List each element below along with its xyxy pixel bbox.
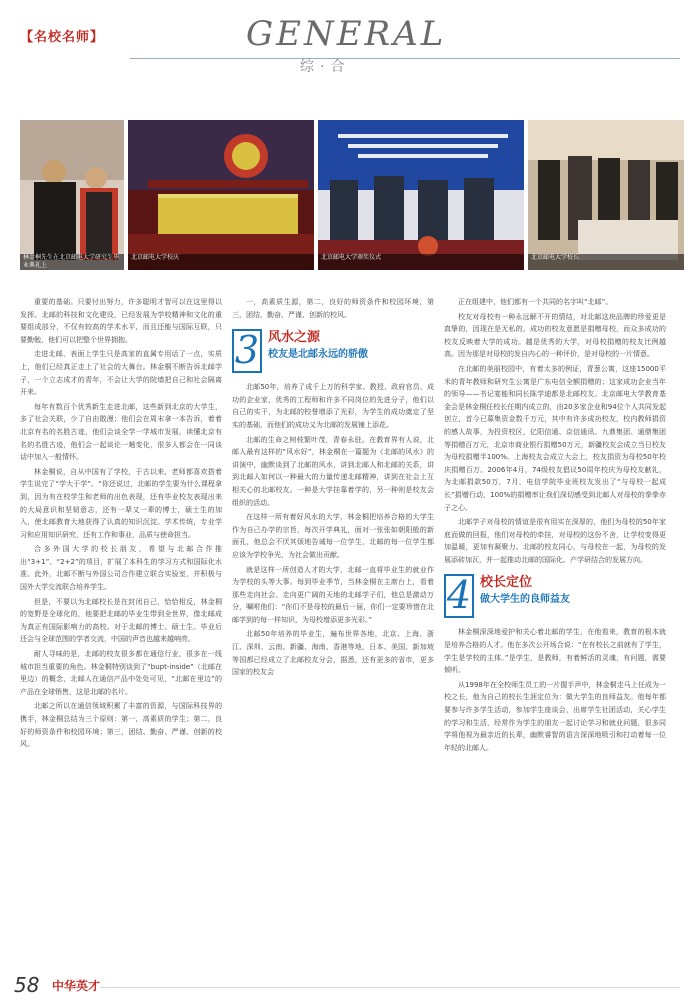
- section-number: 4: [444, 574, 474, 618]
- paragraph: 在北邮的美丽校园中，有着太多的例证，青葱公寓，这座15000平米的青年教师和研究生公寓是广东电信全额捐赠的；这家成功企业当年的领导——书记宴能和同长陈学迪都是北邮校友。北京邮电大学教育基金会是林金桐任校长任期内成立的，由20多家企业和94位个人共同发起创立，首今已募集资金数千万元，其中有许多成功校友，校内教师捐资的感人故事，为投资校区，亿阳信通、京信通讯、九鼎集团、通鼎集团等捐赠百万元，北京市商业银行捐赠50万元，新疆校友会成立当日校友为母校捐赠半100%。上海校友会成立大会上，校友捐资为母校50年校庆捐赠百万。2006年4月，74级校友倡议50周年校庆为母校友献礼，为北邮捐款50万，7月，电信学院毕业班校友发出了“与母校一起成长”捐赠行动，100%的捐赠率让我们深切感受到北邮人对母校的拳拳赤子之心。: [444, 364, 666, 512]
- photo-ceremony-caption: 北京邮电大学颁奖仪式: [318, 254, 524, 270]
- page-footer: [0, 965, 700, 1005]
- article-column-3: [444, 296, 666, 956]
- photo-ceremony-image: [318, 120, 524, 270]
- paragraph: 耐人寻味的是，北邮的校友很多都在通信行业，很多在一线城市担当重要的角色。林金桐特别谈到了“bupt-inside”（北邮在里边）的概念，北邮人在通信产品中处处可见，“北邮在里边”的产品在全球销售，这是北邮的名片。: [20, 650, 222, 696]
- paragraph: 北邮学子对母校的情谊是很有用实在深厚的，他们为母校的50年家底而做的回报，他们对母校的牵挂，对母校的这份不舍，让学校变得更加温暖，更加有凝聚力。北邮的校友同心，与母校在一起，为母校的发展添砖加瓦，并一起推动北邮的国际化、产学研结合的发展方向。: [444, 518, 666, 564]
- photo-ceremony: [318, 120, 524, 270]
- section-title-en: GENERAL: [246, 14, 447, 54]
- article-column-2: [232, 296, 434, 956]
- magazine-name: 中华英才: [52, 979, 101, 993]
- paragraph: 合多外国大学的校长朋友，希望与北邮合作推出“3+1”、“2+2”的项目，扩展了本科生的学习方式和国际化水准。此外，北邮不断与外国公司合作建立联合实验室，并积极与国外大学交流联合培养学生。: [20, 545, 222, 592]
- section-3-heading: [232, 329, 434, 373]
- photo-anniversary: [128, 120, 314, 270]
- paragraph: 就是这样一所创造人才的大学，北邮一直将毕业生的就业作为学校的头等大事。每到毕业季节，当林金桐在主席台上，看着那些走向社会、走向更广阔的天地的北邮学子们，他总是激动万分，嘱咐他们：“你们不是母校的最后一届，你们一定要珍惜在北邮学到的每一样知识，为母校增添更多光彩。”: [232, 565, 434, 624]
- paragraph: 从1998年在全校师生员工的一片握手声中，林金桐走马上任成为一校之长，他为自己的校长生涯定位为：做大学生的良师益友。他每年都要参与许多学生活动，参加学生座谈会，出席学生社团活动，关心学生的学习和生活，经常作为学生的朋友一起讨论学习和就业问题，很多同学将他视为最亲近的长辈，幽默睿智的语言深深地吸引和打动着每一位年轻的北邮人。: [444, 680, 666, 752]
- paragraph: 北邮之所以在通信领域积累了丰富的资源，与国际科技界的携手，林金桐总结为三个原则：第一，高素质的学生；第二，良好的师资条件和校园环境；第三，团结、勤奋、严谨、创新的校风。: [20, 702, 222, 749]
- section-number: 3: [232, 329, 262, 373]
- section-tag: 【名校名师】: [20, 30, 105, 45]
- paragraph: 走进北邮，表面上学生只是高家的直属专用话了一点，实质上，他们已经真正走上了社会的大舞台。林金桐不断告诉北邮学子，一个立志成才的青年，不会让大学的院墙把自己和社会隔离开来。: [20, 350, 222, 397]
- paragraph: 每年有数百个优秀新生走进北邮，这些新到北京的大学生，多了社会关联，少了自由散漫；他们会在周末拿一本告诉，着着北京有名的名胜古迹，他们会谈全学一学城市发展，读懂北京有名的名胜古迹，他们会一起谈论一趟变化，很多人都会在一同谈话中加入一般情怀。: [20, 402, 222, 462]
- photo-strip: [20, 120, 684, 270]
- photo-president: [528, 120, 684, 270]
- section-4-heading: [444, 574, 666, 618]
- section-title: 风水之源: [268, 330, 321, 346]
- paragraph: 北邮的生命之树枝繁叶茂，青春永驻。在教育界有人说，北邮人最有这样的“风水好”，林金桐在一篇题为《北邮的风水》的讲演中，幽默谈到了北邮的风水，讲到北邮人和北邮的关系，讲到北邮人如何以一种最大的力量传递北邮精神，讲到在社会上互相关心的北邮校友。一种是大学挂靠着学的，另一种则是校友会组织的活动。: [232, 435, 434, 507]
- paragraph: 但是，不要以为北邮校长是在封闭自己，恰恰相反，林金桐的宽野是全球化的，他要把北邮的毕业生带到全世界，像北邮成为真正有国际影响力的高校。对于北邮的博士、硕士生、毕业后还会与全球范围的学者交流，中国的声音也越来越响亮。: [20, 597, 222, 644]
- paragraph: 重要的基础。只要付出努力，许多聪明才智可以在这里得以发挥。北邮的科技和文化建设，已经发展为学校精神和文化的重要组成部分，不仅有较高的学术水平，而且还能与国际互联，只要勤勉，他们可以把整个世界拥抱。: [20, 298, 222, 344]
- page-number: 58: [14, 973, 40, 997]
- article-body: [20, 296, 684, 956]
- paragraph: 林金桐说，自从中国有了学校，于古以来，老师都喜欢搭着学生说完了“学大于学”。“你还说过，北邮的学生要为什么课程拿到，因为有在校学生和老师的出色表现，还有毕业校友表现出来的大局意识和坚韧意志，还有一辈又一辈的博士，硕士生的加入，使北邮教育大地获得了认真的知识沉淀。学术传统，专业学习和应用知识研究，还有工作和事业，品质与使命担当。: [20, 467, 222, 539]
- header-rule: [130, 58, 680, 59]
- paragraph: 校友对母校有一种永远解不开的情结，对北邮这块品牌的珍爱更是真挚的，因现在是无私的。成功的校友意愿是捐赠母校，而众多成功的校友反映着大学的成功。越是优秀的大学，对母校捐赠的校友比例越高。因为那是对母校的发自内心的一种评价，是对母校的一片情意。: [444, 312, 666, 359]
- photo-graduation: [20, 120, 124, 270]
- photo-anniversary-image: [128, 120, 314, 270]
- paragraph: 北邮50年培养的毕业生，遍布世界各地，北京、上海、浙江、深圳、云南、新疆、海南、香港等地，日本、美国、新加坡等国都已经成立了北邮校友分会，据悉，还有更多的省市，更多国家的校友会: [232, 630, 434, 677]
- section-title-cn: 综·合: [300, 59, 351, 75]
- paragraph: 北邮50年，培养了成千上万的科学家、教授、政府官员、成功的企业家，优秀的工程师和许多不同岗位的先进分子，他们以自己的实干，为北邮的校誉增添了光彩，为学生的成功奠定了坚实的基础，而他们的成功又为北邮的发展铺上添花。: [232, 383, 434, 429]
- photo-graduation-caption: 林金桐先生在北京邮电大学研究生毕业典礼上: [20, 254, 124, 270]
- photo-president-image: [528, 120, 684, 270]
- paragraph: 一，高素质生源，第二，良好的师资条件和校园环境，第三，团结、勤奋、严谨、创新的校风。: [232, 298, 434, 319]
- section-subtitle: 做大学生的良师益友: [480, 594, 570, 606]
- paragraph: 林金桐深深地爱护和关心着北邮的学生，在他看来，教育的根本就是培养合格的人才。他在多次公开场合说：“在有校长之前就有了学生，学生是学校的主体。”是学生，是教师，有着鲜活的灵魂，有问题，需要倾听。: [444, 628, 666, 675]
- footer-rule: [100, 987, 680, 988]
- section-title: 校长定位: [480, 575, 533, 591]
- page-header: [0, 0, 700, 110]
- photo-anniversary-caption: 北京邮电大学校庆: [128, 254, 314, 270]
- photo-president-caption: 北京邮电大学校长: [528, 254, 684, 270]
- paragraph: 正在组建中，他们都有一个共同的名字叫“北邮”。: [458, 298, 613, 306]
- article-column-1: [20, 296, 222, 956]
- photo-graduation-image: [20, 120, 124, 270]
- paragraph: 在这样一所有着好风水的大学，林金桐把培养合格的大学生作为自己办学的宗旨，每次开学典礼，面对一张张如朝阳般的新面孔，他总会不厌其烦地告诫每一位学生，北邮的每一位学生都应该为学校争光，为社会做出贡献。: [232, 513, 434, 559]
- section-subtitle: 校友是北邮永远的骄傲: [268, 349, 368, 361]
